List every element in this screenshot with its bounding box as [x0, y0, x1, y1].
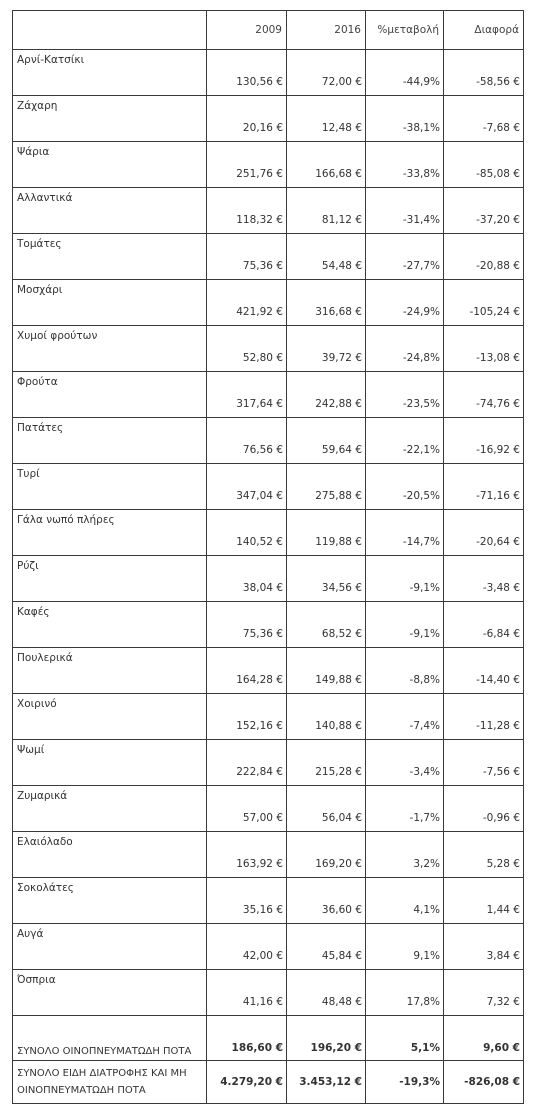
difference: -16,92 €	[444, 418, 524, 464]
difference: 9,60 €	[444, 1016, 524, 1061]
header-2009: 2009	[207, 11, 287, 50]
value-2016: 3.453,12 €	[287, 1061, 366, 1104]
value-2009: 75,36 €	[207, 602, 287, 648]
item-name: Χυμοί φρούτων	[13, 326, 207, 372]
percent-change: -33,8%	[366, 142, 444, 188]
item-name: Καφές	[13, 602, 207, 648]
table-row	[13, 648, 524, 694]
difference: -74,76 €	[444, 372, 524, 418]
value-2016: 275,88 €	[287, 464, 366, 510]
difference: -71,16 €	[444, 464, 524, 510]
value-2009: 152,16 €	[207, 694, 287, 740]
value-2009: 75,36 €	[207, 234, 287, 280]
difference: 1,44 €	[444, 878, 524, 924]
table-row	[13, 326, 524, 372]
table-row	[13, 602, 524, 648]
item-name: Αρνί-Κατσίκι	[13, 50, 207, 96]
value-2016: 242,88 €	[287, 372, 366, 418]
total-row	[13, 1016, 524, 1061]
price-comparison-table	[12, 10, 524, 1104]
table-row	[13, 556, 524, 602]
difference: -11,28 €	[444, 694, 524, 740]
value-2016: 48,48 €	[287, 970, 366, 1016]
table-row	[13, 878, 524, 924]
total-row	[13, 1061, 524, 1104]
value-2009: 317,64 €	[207, 372, 287, 418]
difference: -7,68 €	[444, 96, 524, 142]
item-name: Αυγά	[13, 924, 207, 970]
difference: -0,96 €	[444, 786, 524, 832]
percent-change: -1,7%	[366, 786, 444, 832]
percent-change: 4,1%	[366, 878, 444, 924]
value-2009: 42,00 €	[207, 924, 287, 970]
difference: -826,08 €	[444, 1061, 524, 1104]
percent-change: 5,1%	[366, 1016, 444, 1061]
table-row	[13, 832, 524, 878]
table-row	[13, 464, 524, 510]
value-2016: 119,88 €	[287, 510, 366, 556]
percent-change: -19,3%	[366, 1061, 444, 1104]
value-2009: 4.279,20 €	[207, 1061, 287, 1104]
value-2009: 222,84 €	[207, 740, 287, 786]
difference: -3,48 €	[444, 556, 524, 602]
percent-change: -27,7%	[366, 234, 444, 280]
header-difference: Διαφορά	[444, 11, 524, 50]
item-name: Ρύζι	[13, 556, 207, 602]
table-row	[13, 188, 524, 234]
table-row	[13, 418, 524, 464]
value-2016: 215,28 €	[287, 740, 366, 786]
value-2009: 163,92 €	[207, 832, 287, 878]
table-row	[13, 372, 524, 418]
difference: -14,40 €	[444, 648, 524, 694]
percent-change: -14,7%	[366, 510, 444, 556]
percent-change: -24,9%	[366, 280, 444, 326]
value-2016: 316,68 €	[287, 280, 366, 326]
item-name: Πουλερικά	[13, 648, 207, 694]
value-2016: 56,04 €	[287, 786, 366, 832]
percent-change: 3,2%	[366, 832, 444, 878]
percent-change: -22,1%	[366, 418, 444, 464]
value-2009: 347,04 €	[207, 464, 287, 510]
value-2016: 45,84 €	[287, 924, 366, 970]
value-2016: 34,56 €	[287, 556, 366, 602]
value-2009: 118,32 €	[207, 188, 287, 234]
value-2016: 196,20 €	[287, 1016, 366, 1061]
percent-change: -9,1%	[366, 602, 444, 648]
table-row	[13, 694, 524, 740]
table-row	[13, 740, 524, 786]
difference: -13,08 €	[444, 326, 524, 372]
value-2016: 81,12 €	[287, 188, 366, 234]
table-row	[13, 510, 524, 556]
percent-change: -24,8%	[366, 326, 444, 372]
percent-change: -31,4%	[366, 188, 444, 234]
difference: -7,56 €	[444, 740, 524, 786]
header-percent-change: %μεταβολή	[366, 11, 444, 50]
value-2016: 54,48 €	[287, 234, 366, 280]
difference: -6,84 €	[444, 602, 524, 648]
value-2009: 164,28 €	[207, 648, 287, 694]
item-name: Χοιρινό	[13, 694, 207, 740]
value-2016: 39,72 €	[287, 326, 366, 372]
difference: -20,64 €	[444, 510, 524, 556]
value-2009: 41,16 €	[207, 970, 287, 1016]
header-item	[13, 11, 207, 50]
value-2016: 72,00 €	[287, 50, 366, 96]
percent-change: -8,8%	[366, 648, 444, 694]
value-2009: 20,16 €	[207, 96, 287, 142]
table-row	[13, 50, 524, 96]
value-2009: 35,16 €	[207, 878, 287, 924]
percent-change: -7,4%	[366, 694, 444, 740]
item-name: Ψάρια	[13, 142, 207, 188]
value-2009: 421,92 €	[207, 280, 287, 326]
item-name: Σοκολάτες	[13, 878, 207, 924]
item-name: Γάλα νωπό πλήρες	[13, 510, 207, 556]
item-name: Τυρί	[13, 464, 207, 510]
item-name: Αλλαντικά	[13, 188, 207, 234]
value-2009: 52,80 €	[207, 326, 287, 372]
difference: 5,28 €	[444, 832, 524, 878]
difference: -58,56 €	[444, 50, 524, 96]
value-2009: 186,60 €	[207, 1016, 287, 1061]
table-row	[13, 970, 524, 1016]
item-name: Φρούτα	[13, 372, 207, 418]
difference: -37,20 €	[444, 188, 524, 234]
value-2009: 140,52 €	[207, 510, 287, 556]
table-header-row	[13, 11, 524, 50]
value-2016: 59,64 €	[287, 418, 366, 464]
item-name: ΣΥΝΟΛΟ ΟΙΝΟΠΝΕΥΜΑΤΩΔΗ ΠΟΤΑ	[13, 1016, 207, 1061]
item-name: Όσπρια	[13, 970, 207, 1016]
table-row	[13, 280, 524, 326]
difference: 3,84 €	[444, 924, 524, 970]
difference: -85,08 €	[444, 142, 524, 188]
item-name: Ελαιόλαδο	[13, 832, 207, 878]
value-2009: 130,56 €	[207, 50, 287, 96]
value-2016: 169,20 €	[287, 832, 366, 878]
item-name: Ζυμαρικά	[13, 786, 207, 832]
value-2016: 12,48 €	[287, 96, 366, 142]
table-row	[13, 96, 524, 142]
percent-change: 9,1%	[366, 924, 444, 970]
percent-change: 17,8%	[366, 970, 444, 1016]
value-2016: 36,60 €	[287, 878, 366, 924]
percent-change: -9,1%	[366, 556, 444, 602]
difference: 7,32 €	[444, 970, 524, 1016]
percent-change: -44,9%	[366, 50, 444, 96]
value-2009: 251,76 €	[207, 142, 287, 188]
header-2016: 2016	[287, 11, 366, 50]
value-2016: 140,88 €	[287, 694, 366, 740]
value-2009: 57,00 €	[207, 786, 287, 832]
value-2016: 149,88 €	[287, 648, 366, 694]
difference: -105,24 €	[444, 280, 524, 326]
percent-change: -3,4%	[366, 740, 444, 786]
value-2009: 38,04 €	[207, 556, 287, 602]
item-name: Τομάτες	[13, 234, 207, 280]
value-2009: 76,56 €	[207, 418, 287, 464]
value-2016: 166,68 €	[287, 142, 366, 188]
item-name: ΣΥΝΟΛΟ ΕΙΔΗ ΔΙΑΤΡΟΦΗΣ ΚΑΙ ΜΗ ΟΙΝΟΠΝΕΥΜΑΤΩΔΗ ΠΟΤΑ	[13, 1061, 207, 1104]
table-row	[13, 924, 524, 970]
item-name: Ψωμί	[13, 740, 207, 786]
item-name: Πατάτες	[13, 418, 207, 464]
percent-change: -20,5%	[366, 464, 444, 510]
table-row	[13, 234, 524, 280]
table-body	[13, 50, 524, 1104]
difference: -20,88 €	[444, 234, 524, 280]
percent-change: -23,5%	[366, 372, 444, 418]
table-row	[13, 786, 524, 832]
percent-change: -38,1%	[366, 96, 444, 142]
table-row	[13, 142, 524, 188]
value-2016: 68,52 €	[287, 602, 366, 648]
item-name: Μοσχάρι	[13, 280, 207, 326]
item-name: Ζάχαρη	[13, 96, 207, 142]
